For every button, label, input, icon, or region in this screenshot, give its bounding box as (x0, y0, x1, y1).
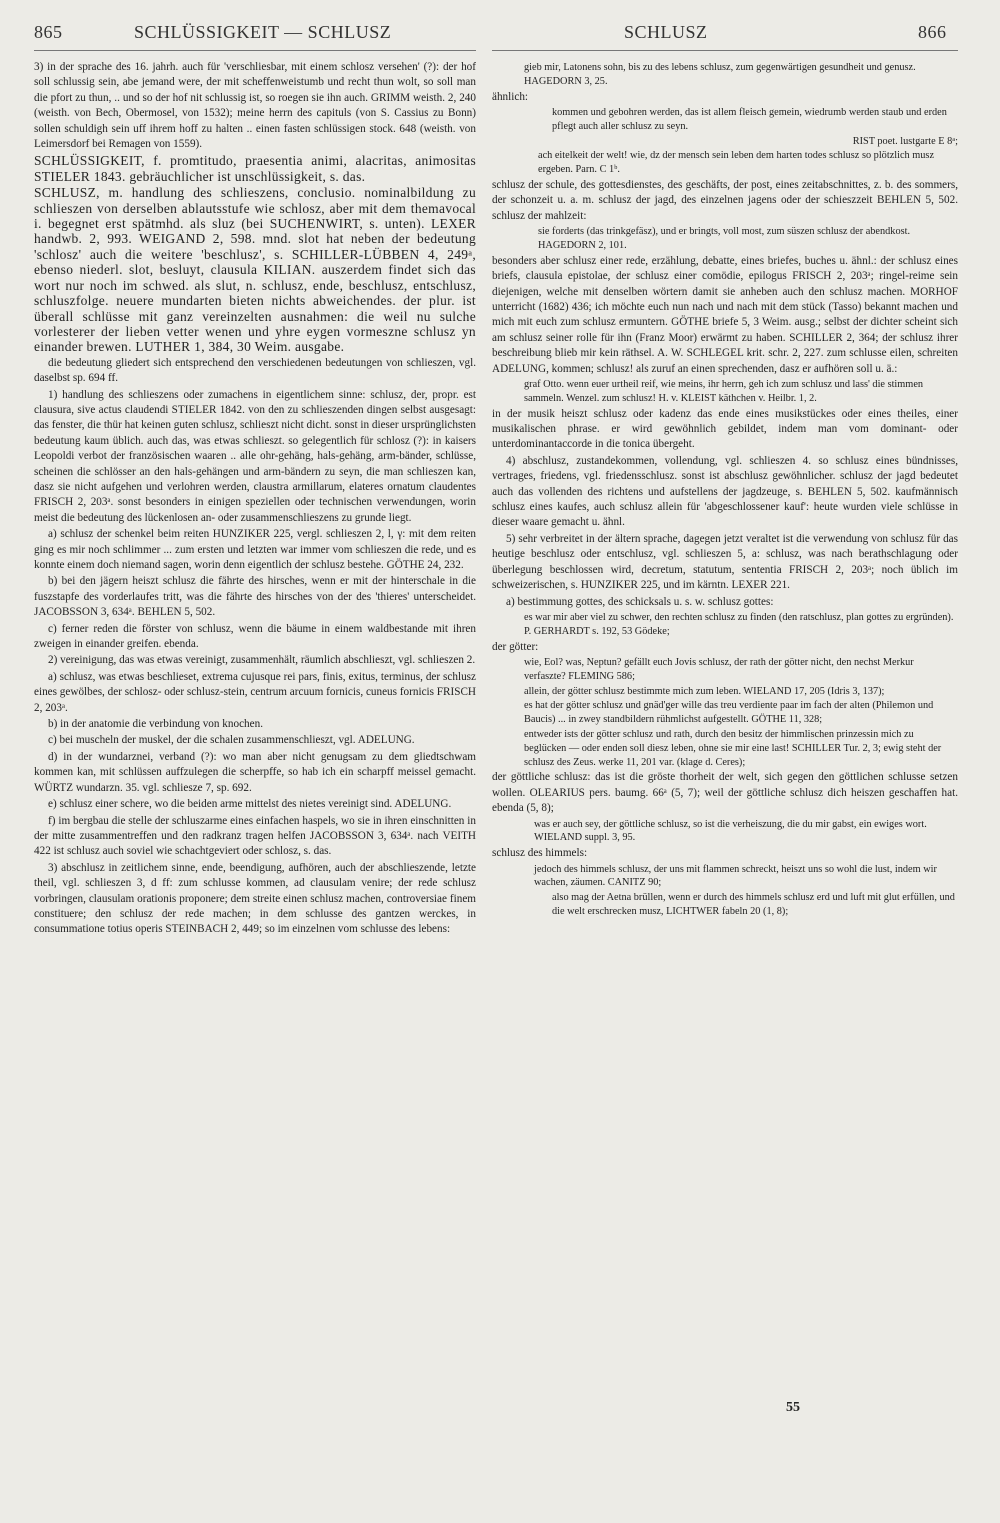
quotation: was er auch sey, der göttliche schlusz, so ist die verheiszung, die du mir gabst, ein ewiges wort. WIELAND suppl. 3, 95. (534, 818, 927, 844)
header-rule-left (34, 50, 476, 51)
right-column (492, 60, 958, 920)
page-footer-number: 55 (786, 1400, 800, 1415)
paragraph: ähnlich: (492, 90, 529, 103)
left-running-title: SCHLÜSSIGKEIT — SCHLUSZ (134, 22, 392, 42)
paragraph: d) in der wundarznei, verband (?): wo man aber nicht genugsam zu dem gliedtschwam kommen kan, mit schlüssen auffzulegen die scherpffe, so hab ich ein scharpff meissel gemacht. WÜRTZ wundarzn. 35. vgl. schliesze 7, sp. 692. (34, 750, 476, 794)
paragraph: a) bestimmung gottes, des schicksals u. s. w. schlusz gottes: (506, 595, 774, 608)
paragraph: die bedeutung gliedert sich entsprechend den verschiedenen bedeutungen von schlieszen, vgl. daselbst sp. 694 ff. (34, 356, 476, 385)
paragraph: f) im bergbau die stelle der schluszarme eines einfachen haspels, wo sie in ihren einschnitten in der mitte zusammentreffen und den radkranz tragen helfen JACOBSSON 3, 634ᵃ. nach VEITH 422 ist schlusz auch soviel wie schachtgeviert oder schlosz, s. das. (34, 814, 476, 858)
quotation: ach eitelkeit der welt! wie, dz der mensch sein leben dem harten todes schlusz so plötzlich musz ergeben. Parn. C 1ᵇ. (538, 150, 935, 176)
right-running-title: SCHLUSZ (624, 22, 708, 42)
paragraph: e) schlusz einer schere, wo die beiden arme mittelst des nietes vereinigt sind. ADELUNG. (48, 798, 452, 811)
entry-headword: SCHLÜSSIGKEIT, f. promtitudo, praesentia animi, alacritas, animositas STIELER 1843. gebräuchlicher ist unschlüssigkeit, s. das. (34, 153, 476, 184)
paragraph: in der musik heiszt schlusz oder kadenz das ende eines musikstückes oder eines theiles, einer musikalischen phrase. er wird gewöhnlich gebildet, indem man vom dominant- oder unterdominantaccorde in die tonica übergeht. (492, 407, 958, 451)
paragraph: a) schlusz der schenkel beim reiten HUNZIKER 225, vergl. schlieszen 2, l, γ: mit dem reiten ging es mir noch schlimmer ... zum ersten und letzten war immer vom schlieszen die rede, und es konnte einem doch niemand sagen, worin denn eigentlich der schlusz bestehe. GÖTHE 24, 232. (34, 528, 476, 571)
quotation: entweder ists der götter schlusz und rath, durch den besitz der himmlischen prinzessin mich zu beglücken — oder enden soll diesz leben, ohne sie mir eine last! SCHILLER Tur. 2, 3; ewig steht der schlusz des Zeus. werke 11, 201 var. (klage d. Ceres); (524, 728, 942, 768)
quotation: es war mir aber viel zu schwer, den rechten schlusz zu finden (den ratschlusz, plan gottes zu ergründen). P. GERHARDT s. 192, 53 Gödeke; (524, 611, 954, 637)
paragraph: der götter: (492, 640, 539, 653)
paragraph: 2) vereinigung, das was etwas vereinigt, zusammenhält, räumlich abschlieszt, vgl. schlieszen 2. (48, 654, 476, 667)
quotation: es hat der götter schlusz und gnäd'ger wille das treu verdiente paar im fach der alten (Philemon und Baucis) ... in zwey standbildern rühmlichst aufgestellt. GÖTHE 11, 328; (524, 700, 934, 726)
entry-headword: SCHLUSZ, m. handlung des schlieszens, conclusio. nominalbildung zu schlieszen von derselben ablautsstufe wie schlosz, aber mit dem themavocal i. begegnet erst spätmhd. als sluz (bei SUCHENWIRT, s. unten). LEXER handwb. 2, 993. WEIGAND 2, 598. mnd. slot hat neben der bedeutung 'schlosz' auch die weitere 'beschlusz', s. SCHILLER-LÜBBEN 4, 249ᵃ, ebenso niederl. slot, besluyt, clausula KILIAN. auszerdem findet sich das wort nur noch im schwed. als slut, n. schlusz, ende, beschlusz, entschlusz, schluszfolge. neuere mundarten bieten nichts abweichendes. der plur. ist überall schlüsse mit ganz vereinzelten ausnahmen: die weil nu sulche vorlesterer der lieben vetter wenen und yhre eygen vormeszne schlusz yn einander brewen. LUTHER 1, 384, 30 Weim. ausgabe. (34, 185, 476, 355)
quotation: also mag der Aetna brüllen, wenn er durch des himmels schlusz erd und luft mit glut erfüllen, und die welt erschrecken musz, LICHTWER fabeln 20 (1, 8); (552, 892, 955, 917)
paragraph: a) schlusz, was etwas beschlieset, extrema cujusque rei pars, finis, exitus, terminus, der schlusz eines gewölbes, der schlosz- oder schlusz-stein, centrum arcuum fornicis, cuneus fornicis FRISCH 2, 203ᵃ. (34, 670, 476, 714)
paragraph: 5) sehr verbreitet in der ältern sprache, dagegen jetzt veraltet ist die verwendung von schlusz für das heutige beschlusz oder entschlusz, vgl. schlieszen 5, a: schlusz, was nach berathschlagung oder überlegung beschlossen wird, decretum, statutum, sententia FRISCH 2, 203ᵃ; noch üblich im schweizerischen, s. HUNZIKER 225, und im kärntn. LEXER 221. (492, 532, 958, 592)
quotation: wie, Eol? was, Neptun? gefällt euch Jovis schlusz, der rath der götter nicht, den nechst Merkur verfaszte? FLEMING 586; (524, 656, 914, 682)
right-page-number: 866 (918, 22, 947, 42)
paragraph: 1) handlung des schlieszens oder zumachens in eigentlichem sinne: schlusz, der, propr. est clausura, sive actus claudendi STIELER 1842. von den zu schlieszenden dingen selbst ausgesagt: das fenster, die thür hat keinen guten schlusz, schlieszt nicht dicht. sonst in dieser ursprünglichsten bedeutung kaum üblich. auch das, was etwas schlieszt. so gelegentlich für schlosz (?): in kaisers Leopoldi verbot der französischen waaren .. alle ohr-gehäng, hals-gehäng, arm-bänder, schlüsse, scheinen die schlösser an den hals-gehängen und arm-bändern zu seyn, die man schlieszen kan, dasz sie nicht aufgehen und verlohren werden, claustra armillarum, elateres ornatum claudentes FRISCH 2, 203ᵃ. sonst besonders in einigen speziellen oder technischen verwendungen, worin meist die bedeutung des lückenlosen an- oder zusammenschlieszens zu grunde liegt. (34, 388, 476, 524)
paragraph: c) bei muscheln der muskel, der die schalen zusammenschlieszt, vgl. ADELUNG. (48, 734, 415, 747)
quotation: sie forderts (das trinkgefäsz), und er bringts, voll most, zum süszen schlusz der abendkost. HAGEDORN 2, 101. (538, 226, 911, 251)
quotation: kommen und gebohren werden, das ist allem fleisch gemein, wiedrumb werden staub und erden pflegt auch aller schlusz zu seyn. (552, 107, 947, 132)
quotation: graf Otto. wenn euer urtheil reif, wie meins, ihr herrn, geh ich zum schlusz und lass' die stimmen sammeln. Wenzel. zum schlusz! H. v. KLEIST käthchen v. Heilbr. 1, 2. (524, 379, 924, 404)
citation-source: RIST poet. lustgarte E 8ᵃ; (852, 135, 958, 147)
paragraph: schlusz des himmels: (492, 847, 588, 860)
quotation: jedoch des himmels schlusz, der uns mit flammen schreckt, heiszt uns so wohl die lust, indem wir wachen, zäumen. CANITZ 90; (534, 863, 937, 889)
paragraph: schlusz der schule, des gottesdienstes, des geschäfts, der post, eines zeitabschnittes, z. b. des sommers, der schonzeit u. a. m. schlusz der jagd, des einzelnen jagens oder der schieszzeit BEHLEN 5, 502. schlusz der mahlzeit: (492, 178, 958, 222)
left-page-number: 865 (34, 22, 63, 42)
paragraph: der göttliche schlusz: das ist die gröste thorheit der welt, sich gegen den göttlichen schlusse setzen wollen. OLEARIUS pers. baumg. 66ᵃ (5, 7); weil der göttliche schlusz dich heiszen geschaffen hat. ebenda (5, 8); (492, 771, 958, 815)
header-rule-right (492, 50, 958, 51)
quotation: gieb mir, Latonens sohn, bis zu des lebens schlusz, zum gegenwärtigen gesundheit und genusz. HAGEDORN 3, 25. (524, 62, 916, 87)
paragraph: b) in der anatomie die verbindung von knochen. (48, 718, 263, 731)
quotation: allein, der götter schlusz bestimmte mich zum leben. WIELAND 17, 205 (Idris 3, 137); (524, 685, 885, 697)
paragraph: besonders aber schlusz einer rede, erzählung, debatte, eines briefes, buches u. ähnl.: der schlusz eines briefs, clausula epistolae, der schlusz einer comödie, epilogus FRISCH 2, 203ᵃ; ringel-reime sein diejenigen, welche mit denselben wörtern damit sie anheben auch den schlusz machen. MORHOF unterricht (1682) 436; ich möchte euch nun nach und nach mit dem stück (Tasso) bekannt machen und mich mit euch zum schlusz ermuntern. GÖTHE briefe 5, 3 Weim. ausg.; selbst der dichter scheint sich am schlusz seiner rolle für ihn (Franz Moor) erwärmt zu haben. SCHILLER 2, 364; der schlusz ihrer beschreibung blieb mir kein räthsel. A. W. SCHLEGEL krit. schr. 2, 227. zum schlusse eilen, schreiten ADELUNG, kommen; schlusz! als zuruf an einen sprechenden, dasz er aufhören soll u. ä.: (492, 254, 958, 375)
paragraph: 3) abschlusz in zeitlichem sinne, ende, beendigung, aufhören, auch der abschlieszende, letzte theil, vgl. schlieszen 3, d ff: zum schlusse kommen, ad clausulam venire; der rede schlusz vorbringen, clausulam orationis proponere; dem streite einen schlusz machen, controversiae finem constituere; den schlusz der rede machen; in dem schlusse des gantzen werckes, in consummatione totius operis STEINBACH 2, 449; so im einzelnen vom schlusse des lebens: (34, 861, 476, 936)
left-column (34, 60, 476, 939)
paragraph: b) bei den jägern heiszt schlusz die fährte des hirsches, wenn er mit der hinterschale in die fuszstapfe des vorderlaufes tritt, was die fährte des hirsches von der des 'thieres' unterscheidet. JACOBSSON 3, 634ᵃ. BEHLEN 5, 502. (34, 575, 476, 619)
paragraph: 4) abschlusz, zustandekommen, vollendung, vgl. schlieszen 4. so schlusz eines bündnisses, vertrages, friedens, vgl. friedensschlusz. sonst ist abschlusz gewöhnlicher. schlusz der jagd bedeutet auch das vollenden des richtens und aufstellens der jagdzeuge, s. BEHLEN 5, 502. kaufmännisch schlusz eines kaufes, auch schlusz allein für 'abgeschlossener kauf': heute wurden viele schlüsse in dieser waare gemacht u. ähnl. (492, 454, 958, 529)
paragraph: c) ferner reden die förster von schlusz, wenn die bäume in einem waldbestande mit ihren zweigen in einander greifen. ebenda. (34, 622, 476, 651)
paragraph: 3) in der sprache des 16. jahrh. auch für 'verschliesbar, mit einem schlosz versehen' (?): der hof soll schlussig sein, abe jemand were, der mit scheffenweistumb und recht thun wolt, so soll man die pfort zu thun, .. und so der hof nit schlussig ist, so roegen sie ihn auch. GRIMM weisth. 2, 240 (weisth. von Bech, Obermosel, von 1532); meine herrn des capituls (von S. Cassius zu Bonn) sollen schuldigh sein uff ihrem hoff zu halten .. einen fasten schlüssigen stock. 648 (weisth. von Leimersdorf bei Remagen von 1559). (34, 61, 476, 151)
